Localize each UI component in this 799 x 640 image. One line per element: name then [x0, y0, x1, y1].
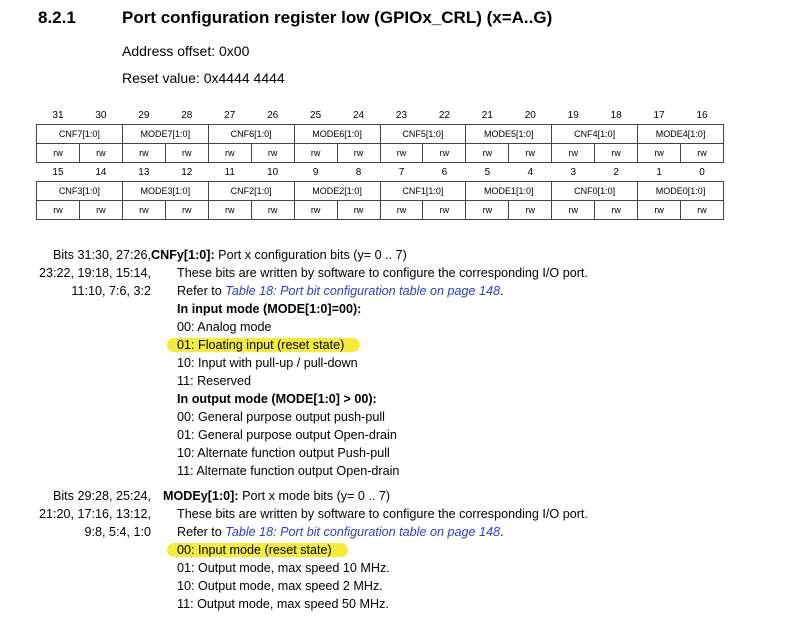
register-bit-table [36, 106, 724, 220]
bit-number: 2 [613, 166, 619, 178]
bit-number: 12 [181, 166, 193, 178]
access-type: rw [380, 201, 423, 220]
access-type: rw [294, 144, 337, 163]
bit-number: 14 [95, 166, 107, 178]
access-type: rw [208, 201, 251, 220]
cnf-output-item: 01: General purpose output Open-drain [177, 428, 397, 442]
bit-number: 1 [656, 166, 662, 178]
high-fields-row [37, 125, 724, 144]
register-field: MODE0[1:0] [638, 182, 724, 201]
bit-number: 18 [610, 109, 622, 121]
bit-number: 27 [224, 109, 236, 121]
cnf-input-item: 10: Input with pull-up / pull-down [177, 356, 358, 370]
access-type: rw [294, 201, 337, 220]
register-field: CNF5[1:0] [380, 125, 466, 144]
access-type: rw [337, 201, 380, 220]
mode-line1: These bits are written by software to configure the corresponding I/O port. [177, 507, 588, 521]
access-type: rw [79, 201, 122, 220]
cnf-input-item: 11: Reserved [177, 374, 251, 388]
access-type: rw [337, 144, 380, 163]
register-field: MODE5[1:0] [466, 125, 552, 144]
register-field: MODE2[1:0] [294, 182, 380, 201]
access-type: rw [122, 144, 165, 163]
mode-field-name: MODEy[1:0]: [163, 489, 239, 503]
low-bit-numbers-row [37, 163, 724, 182]
cnf-output-item: 11: Alternate function output Open-drain [177, 464, 400, 478]
access-type: rw [681, 201, 724, 220]
mode-field-desc: Port x mode bits (y= 0 .. 7) [238, 489, 391, 503]
register-field: MODE7[1:0] [122, 125, 208, 144]
access-type: rw [251, 144, 294, 163]
access-type: rw [165, 144, 208, 163]
cnf-output-heading: In output mode (MODE[1:0] > 00): [177, 392, 377, 406]
bit-number: 15 [52, 166, 64, 178]
bit-number: 20 [524, 109, 536, 121]
register-field: CNF4[1:0] [552, 125, 638, 144]
cnf-input-item: 00: Analog mode [177, 320, 272, 334]
mode-table-link[interactable]: Table 18: Port bit configuration table on page 148 [225, 525, 500, 539]
access-type: rw [509, 201, 552, 220]
access-type: rw [37, 144, 80, 163]
register-field: MODE4[1:0] [638, 125, 724, 144]
mode-bits-line: Bits 29:28, 25:24, [52, 489, 151, 503]
mode-item: 11: Output mode, max speed 50 MHz. [177, 597, 389, 611]
mode-bits-line: 21:20, 17:16, 13:12, [38, 507, 151, 521]
access-type: rw [509, 144, 552, 163]
bit-number: 23 [395, 109, 408, 121]
access-type: rw [552, 201, 595, 220]
cnf-bits-line: Bits 31:30, 27:26, [52, 248, 151, 262]
high-access-row [37, 144, 724, 163]
cnf-field-name: CNFy[1:0]: [151, 248, 215, 262]
low-access-row [37, 201, 724, 220]
highlight-marker: 00: Input mode (reset state) [167, 543, 348, 557]
cnf-refer-suffix: . [500, 284, 504, 298]
mode-refer [177, 523, 504, 541]
cnf-output-item: 00: General purpose output push-pull [177, 410, 385, 424]
bit-number: 8 [355, 166, 362, 178]
bit-number: 10 [267, 166, 279, 178]
access-type: rw [466, 144, 509, 163]
register-field: CNF2[1:0] [208, 182, 294, 201]
register-field: CNF6[1:0] [208, 125, 294, 144]
bit-number: 26 [267, 109, 279, 121]
access-type: rw [251, 201, 294, 220]
access-type: rw [165, 201, 208, 220]
access-type: rw [380, 144, 423, 163]
bit-number: 28 [181, 109, 193, 121]
highlight-marker: 01: Floating input (reset state) [167, 338, 360, 352]
cnf-field-heading [151, 246, 407, 264]
register-field: CNF3[1:0] [37, 182, 123, 201]
cnf-refer [177, 282, 504, 300]
access-type: rw [208, 144, 251, 163]
mode-bits-line: 9:8, 5:4, 1:0 [84, 525, 151, 539]
bit-number: 21 [481, 109, 493, 121]
bit-number: 11 [224, 166, 235, 178]
mode-refer-prefix: Refer to [177, 525, 226, 539]
cnf-input-item-highlighted [177, 336, 360, 354]
cnf-refer-prefix: Refer to [177, 284, 226, 298]
register-field: CNF0[1:0] [552, 182, 638, 201]
access-type: rw [466, 201, 509, 220]
register-field: MODE6[1:0] [294, 125, 380, 144]
mode-field-heading [163, 487, 390, 505]
bit-number: 4 [527, 166, 534, 178]
bit-number: 25 [310, 109, 322, 121]
access-type: rw [638, 201, 681, 220]
bit-number: 17 [653, 109, 665, 121]
reset-value: Reset value: 0x4444 4444 [122, 70, 285, 86]
high-bit-numbers-row [37, 106, 724, 125]
cnf-line1: These bits are written by software to configure the corresponding I/O port. [177, 266, 588, 280]
mode-item: 01: Output mode, max speed 10 MHz. [177, 561, 390, 575]
bit-number: 30 [95, 109, 107, 121]
access-type: rw [595, 201, 638, 220]
access-type: rw [423, 144, 466, 163]
section-number: 8.2.1 [38, 8, 76, 27]
bit-number: 0 [699, 166, 705, 178]
low-fields-row [37, 182, 724, 201]
mode-item: 10: Output mode, max speed 2 MHz. [177, 579, 383, 593]
bit-number: 31 [52, 109, 64, 121]
bit-number: 24 [352, 109, 365, 121]
access-type: rw [681, 144, 724, 163]
bit-number: 29 [138, 109, 150, 121]
bit-number: 13 [138, 166, 150, 178]
bit-number: 7 [398, 166, 405, 178]
mode-item-highlighted [177, 541, 348, 559]
cnf-bits-line: 11:10, 7:6, 3:2 [71, 284, 151, 298]
bit-number: 9 [312, 166, 319, 178]
access-type: rw [552, 144, 595, 163]
register-field: CNF1[1:0] [380, 182, 466, 201]
bit-number: 6 [441, 166, 448, 178]
register-field: MODE3[1:0] [122, 182, 208, 201]
bit-number: 19 [567, 109, 579, 121]
register-field: MODE1[1:0] [466, 182, 552, 201]
bit-number: 16 [696, 109, 708, 121]
bit-number: 5 [484, 166, 491, 178]
bit-number: 3 [570, 166, 576, 178]
address-offset: Address offset: 0x00 [122, 43, 250, 59]
mode-refer-suffix: . [500, 525, 504, 539]
bit-number: 22 [438, 109, 450, 121]
cnf-input-heading: In input mode (MODE[1:0]=00): [177, 302, 362, 316]
access-type: rw [122, 201, 165, 220]
access-type: rw [37, 201, 80, 220]
access-type: rw [79, 144, 122, 163]
access-type: rw [423, 201, 466, 220]
cnf-bits-line: 23:22, 19:18, 15:14, [38, 266, 151, 280]
access-type: rw [595, 144, 638, 163]
section-title: Port configuration register low (GPIOx_CRL) (x=A..G) [122, 8, 553, 27]
access-type: rw [638, 144, 681, 163]
cnf-table-link[interactable]: Table 18: Port bit configuration table on page 148 [225, 284, 500, 298]
register-field: CNF7[1:0] [37, 125, 123, 144]
cnf-field-desc: Port x configuration bits (y= 0 .. 7) [214, 248, 407, 262]
cnf-output-item: 10: Alternate function output Push-pull [177, 446, 390, 460]
